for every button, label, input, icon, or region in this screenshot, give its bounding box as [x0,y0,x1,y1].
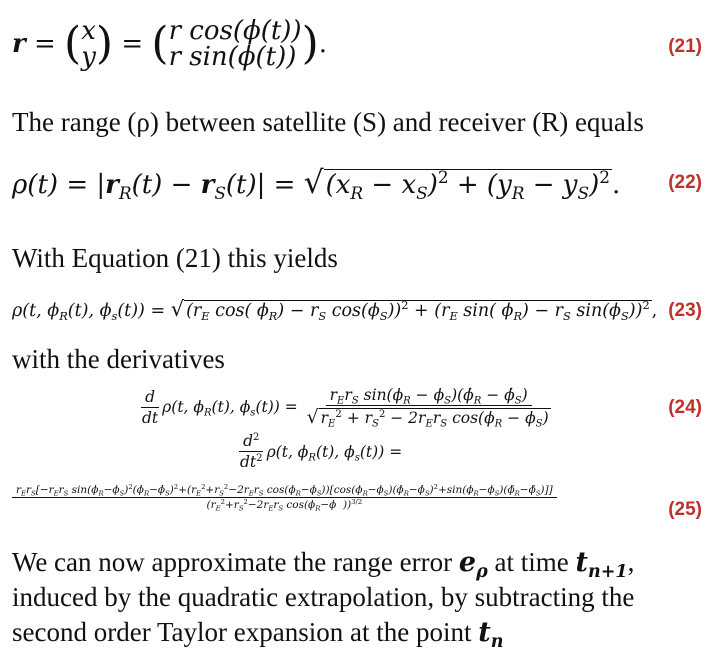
final-paragraph: We can now approximate the range error $e_\rho$ at time $t_{n+1}$, induced by the quadratic extrapolation, by subtracting the second order Taylor expansion at the point $t_n$ [12,547,635,653]
equation-number-22: (22) [668,172,702,193]
equation-number-23: (23) [668,300,702,321]
equation-23: ρ(t, $\phi_R(t)$, $\phi_s(t)$) = √ ($r_E$ cos( $\phi_R) - r_S$ $\cos(\phi_S))^2 + (r_E$ sin( $\phi_R) - r_S$ $\sin(\phi_S))^2$ , [12,297,658,323]
with-equation-21-text: With Equation (21) this yields [12,243,338,273]
equation-number-25: (25) [668,499,702,520]
equation-24: $\frac{d}{dt}$ ρ(t, $\phi_R(t)$, $\phi_s(t)$) = $\frac{r_Er_S \sin(\phi_R - \phi_S)(\phi̇_R - \phi̇_S)}{√ r_E^2 + r_S^2 - 2r_Er_S \cos(\phi_R - \phi_S)}$ [142,386,549,430]
vector-r: r [12,29,26,59]
equation-22: $\rho(t) = |r_R(t) - r_S(t)| = √(x_R - x_S)^2 + (y_R - y_S)^2$. [12,165,621,203]
equation-number-24: (24) [668,397,702,418]
with-derivatives-text: with the derivatives [12,344,225,374]
equation-number-21: (21) [668,36,702,57]
equation-25: $r_Er_S[-r_Er_S$ $\sin(\phi_R-\phi_S)^2(\phi̇_R-\phi̇_S)^2+(r_E^2+r_S^2-2r_Er_S$ $\cos(\phi_R-\phi_S))[\cos(\phi_R-\phi_S)(\phi̇_R-\phi̇_S)^2+\sin(\phi_R-\phi_S)(\phï_R-\phï_S)]$] ($r_E^2+r_S^2-2r_Er_S$ $\cos(\phi_R-\phi$ ))$^{3/2}$ [12,484,557,511]
vector-polar: r cos(ϕ(t)) r sin(ϕ(t)) [168,16,302,72]
second-derivative-lhs: $\frac{d^2}{dt^2}$ ρ(t, $\phi_R(t)$, $\phi_s(t)$) = [240,431,403,471]
equation-21: r = ( x y ) = ( r cos(ϕ(t)) r sin(ϕ(t)) ) . [12,16,328,72]
vector-xy: x y [81,16,96,72]
range-sentence: The range (ρ) between satellite (S) and receiver (R) equals [12,107,644,137]
